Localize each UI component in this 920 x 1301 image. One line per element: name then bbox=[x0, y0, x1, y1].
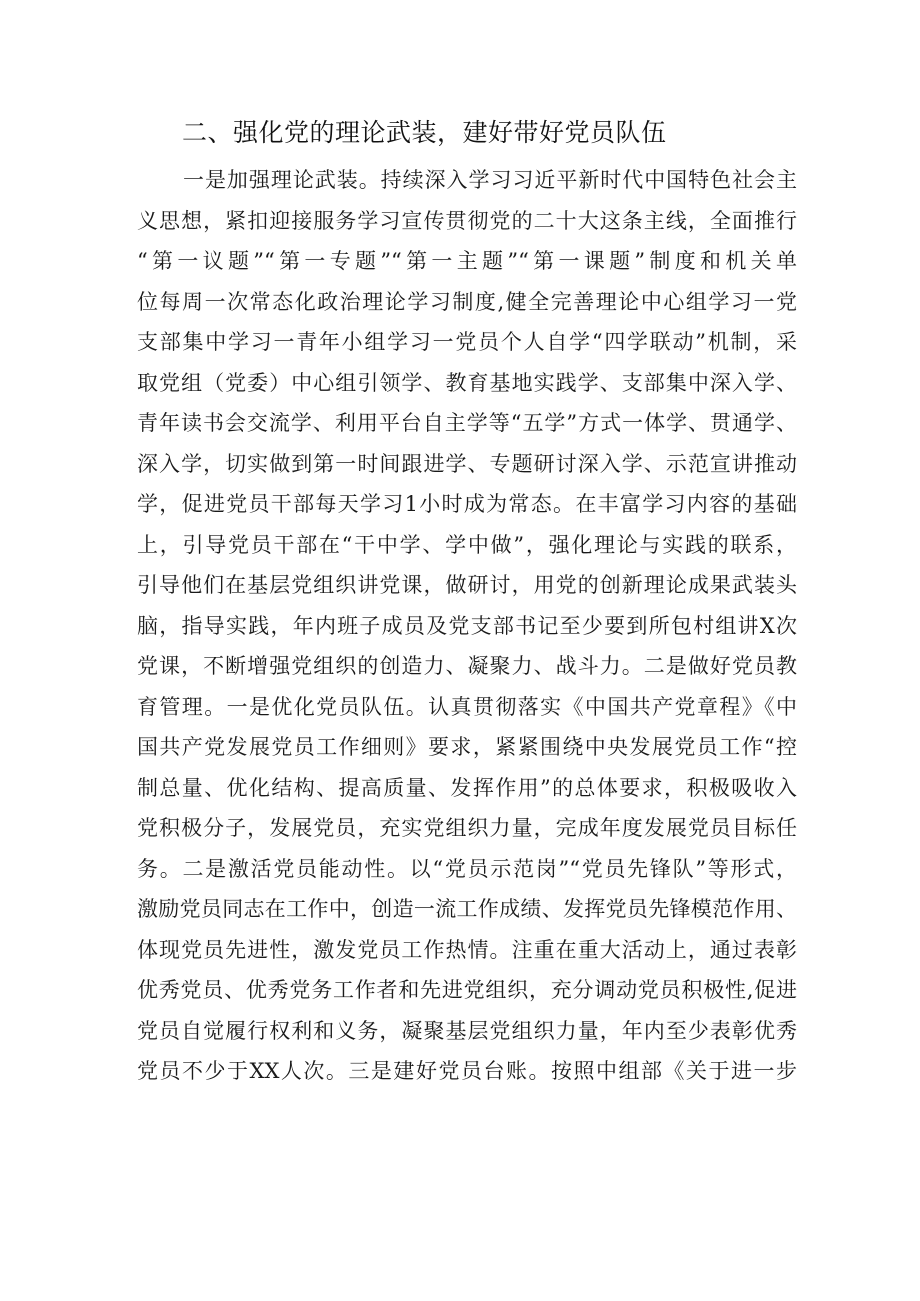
paragraph-line: 体现党员先进性，激发党员工作热情。注重在重大活动上，通过表彰 bbox=[137, 937, 797, 962]
paragraph-line: 义思想，紧扣迎接服务学习宣传贯彻党的二十大这条主线，全面推行 bbox=[137, 208, 797, 233]
paragraph-line: 取党组（党委）中心组引领学、教育基地实践学、支部集中深入学、 bbox=[137, 370, 797, 395]
paragraph-line: 青年读书会交流学、利用平台自主学等“五学”方式一体学、贯通学、 bbox=[137, 411, 797, 435]
paragraph-line: 党员不少于XX人次。三是建好党员台账。按照中组部《关于进一步 bbox=[137, 1059, 797, 1083]
paragraph-line: 一是加强理论武装。持续深入学习习近平新时代中国特色社会主 bbox=[183, 168, 797, 192]
paragraph-line: 育管理。一是优化党员队伍。认真贯彻落实《中国共产党章程》《中 bbox=[137, 694, 797, 719]
paragraph-line: 党积极分子，发展党员，充实党组织力量，完成年度发展党员目标任 bbox=[137, 816, 797, 840]
paragraph-line: 激励党员同志在工作中，创造一流工作成绩、发挥党员先锋模范作用、 bbox=[137, 897, 797, 921]
paragraph-line: 学，促进党员干部每天学习1小时成为常态。在丰富学习内容的基础 bbox=[137, 492, 797, 516]
body-paragraph bbox=[137, 160, 797, 1092]
paragraph-line: 党课，不断增强党组织的创造力、凝聚力、战斗力。二是做好党员教 bbox=[137, 654, 797, 678]
paragraph-line: “第一议题”“第一专题”“第一主题”“第一课题”制度和机关单 bbox=[137, 249, 797, 273]
paragraph-line: 制总量、优化结构、提高质量、发挥作用”的总体要求，积极吸收入 bbox=[137, 775, 797, 800]
paragraph-line: 引导他们在基层党组织讲党课，做研讨，用党的创新理论成果武装头 bbox=[137, 573, 797, 597]
paragraph-line: 国共产党发展党员工作细则》要求，紧紧围绕中央发展党员工作“控 bbox=[137, 735, 797, 759]
paragraph-line: 务。二是激活党员能动性。以“党员示范岗”“党员先锋队”等形式， bbox=[137, 856, 797, 881]
paragraph-line: 位每周一次常态化政治理论学习制度,健全完善理论中心组学习一党 bbox=[137, 289, 797, 314]
paragraph-line: 支部集中学习一青年小组学习一党员个人自学“四学联动”机制，采 bbox=[137, 330, 797, 354]
paragraph-line: 深入学，切实做到第一时间跟进学、专题研讨深入学、示范宣讲推动 bbox=[137, 451, 797, 476]
section-heading: 二、强化党的理论武装，建好带好党员队伍 bbox=[182, 118, 667, 147]
paragraph-line: 党员自觉履行权利和义务，凝聚基层党组织力量，年内至少表彰优秀 bbox=[137, 1018, 797, 1043]
paragraph-line: 脑，指导实践，年内班子成员及党支部书记至少要到所包村组讲X次 bbox=[137, 613, 797, 638]
paragraph-line: 优秀党员、优秀党务工作者和先进党组织，充分调动党员积极性,促进 bbox=[137, 978, 797, 1002]
paragraph-line: 上，引导党员干部在“干中学、学中做”，强化理论与实践的联系， bbox=[137, 532, 797, 557]
